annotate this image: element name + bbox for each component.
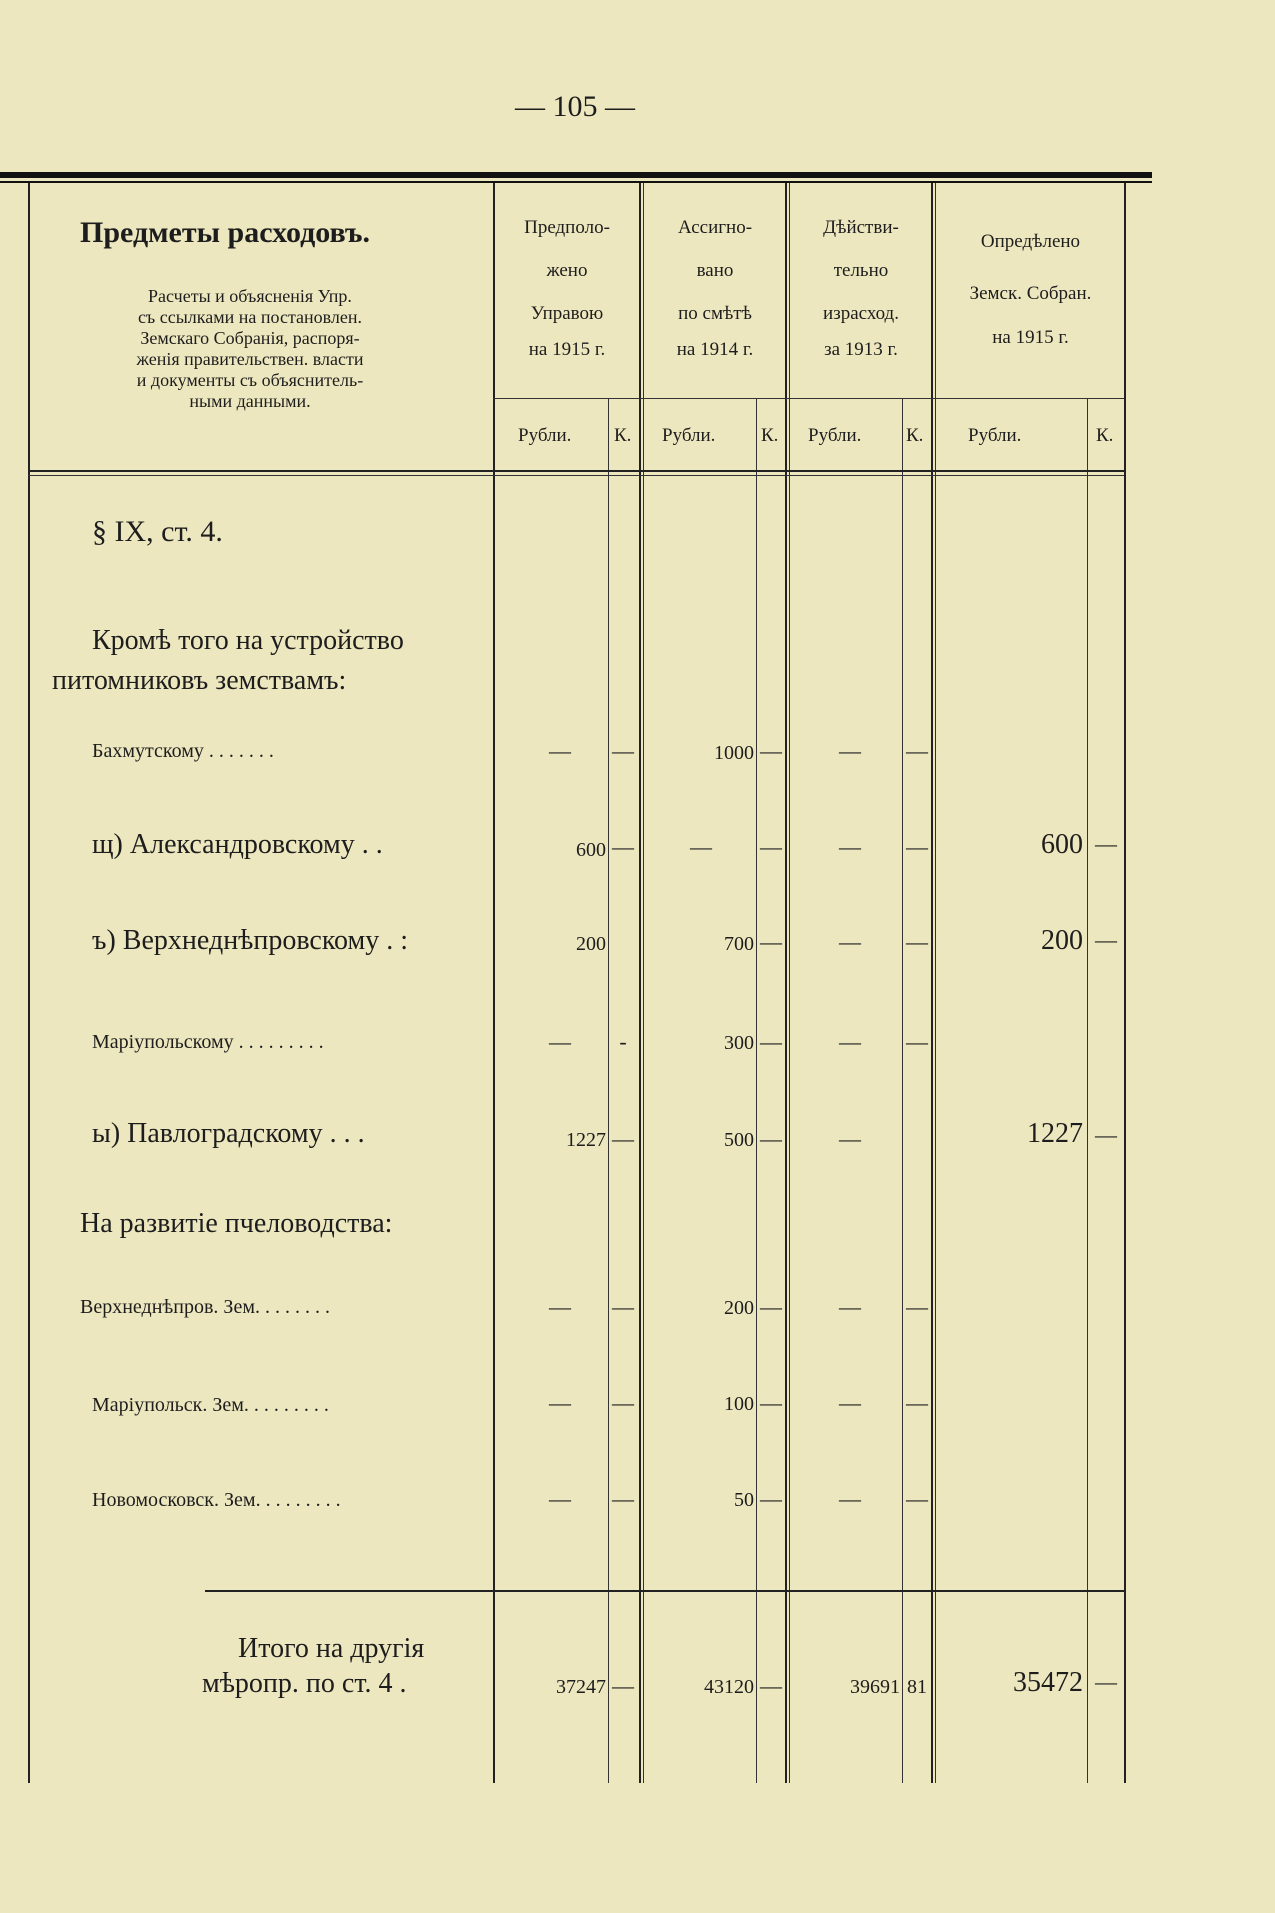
col3-header-1: Дѣйстви- [823,217,899,238]
col3-header-4: за 1913 г. [824,339,898,360]
items-subtitle-3: Земскаго Собранія, распоря- [140,328,360,348]
heading-nurseries-1: Кромѣ того на устройство [92,625,404,656]
total-label-1: Итого на другія [238,1633,425,1664]
header-bottom-rule-2 [28,475,1124,476]
col3-header-3: израсход. [823,303,899,324]
row-value: — [839,1126,861,1151]
row-value: 50 [734,1489,754,1511]
row-value: — [612,1390,634,1415]
col2-header-2: вано [696,260,734,281]
total-value: — [760,1673,782,1698]
col2-header-1: Ассигно- [677,217,753,238]
items-subtitle-4: женія правительствен. власти [136,349,364,369]
total-value: 39691 [850,1676,900,1698]
items-title: Предметы расходовъ. [80,216,370,249]
row-value: — [549,738,571,763]
row-value: 200 [724,1297,754,1319]
row-value: — [760,1486,782,1511]
col-line-3k [902,398,903,1783]
row-value: — [906,929,928,954]
row-value: — [612,738,634,763]
row-value: — [839,1390,861,1415]
col3-kop-header: К. [906,425,924,446]
row-label: Маріупольск. Зем. . . . . . . . . [92,1394,329,1416]
col1-kop-header: К. [614,425,632,446]
row-value: 200 [576,933,606,955]
col4-header-2: Земск. Собран. [969,283,1092,304]
row-value: — [839,834,861,859]
row-value: — [1095,1122,1117,1147]
row-value: — [760,929,782,954]
row-label: Верхнеднѣпров. Зем. . . . . . . . [80,1296,330,1318]
col-line-1k [608,398,609,1783]
items-subtitle-5: и документы съ объяснитель- [136,370,364,390]
page-number: — 105 — [515,90,635,123]
row-value: — [760,1390,782,1415]
col4-rub-header: Рубли. [968,425,1022,446]
row-value: — [1095,831,1117,856]
row-value: — [760,834,782,859]
col3-header-2: тельно [833,260,889,281]
col3-rub-header: Рубли. [808,425,862,446]
row-value: — [839,738,861,763]
row-value: — [839,1294,861,1319]
total-value: — [1095,1669,1117,1694]
row-value: — [906,1294,928,1319]
row-value: 1000 [714,742,754,764]
row-value: — [839,1486,861,1511]
row-value: 500 [724,1129,754,1151]
row-value: — [549,1294,571,1319]
col1-header-2: жено [546,260,588,281]
row-value: - [619,1029,627,1054]
col1-header-4: на 1915 г. [528,339,606,360]
col2-rub-header: Рубли. [662,425,716,446]
col-line-4k [1087,398,1088,1783]
row-value: — [906,834,928,859]
row-value: — [690,834,712,859]
col-line-2k [756,398,757,1783]
row-value: — [612,834,634,859]
row-value: — [760,1294,782,1319]
row-value: — [760,1126,782,1151]
col-line-3 [785,183,787,1783]
row-value: — [612,1486,634,1511]
col-line-2 [639,183,641,1783]
col-line-1 [493,183,495,1783]
row-value: 100 [724,1393,754,1415]
total-rule [205,1590,1124,1592]
row-value: 300 [724,1032,754,1054]
row-value: — [760,738,782,763]
row-value: — [612,1294,634,1319]
row-value: — [549,1390,571,1415]
col-line-left [28,183,30,1783]
row-label: Новомосковск. Зем. . . . . . . . . [92,1489,341,1511]
row-value: — [906,1029,928,1054]
items-subtitle-1: Расчеты и объясненія Упр. [148,286,352,306]
row-label: щ) Александровскому . . [92,829,383,860]
row-value: 1227 [1027,1118,1083,1149]
row-value: — [906,738,928,763]
row-label: ы) Павлоградскому . . . [92,1118,365,1149]
total-value: — [612,1673,634,1698]
top-rule [0,172,1152,178]
row-value: — [906,1390,928,1415]
col-line-4b [935,183,936,1783]
row-value: — [760,1029,782,1054]
col2-kop-header: К. [761,425,779,446]
row-value: — [612,1126,634,1151]
heading-nurseries-2: питомниковъ земствамъ: [52,665,347,696]
row-value: 200 [1041,925,1083,956]
col-line-2b [643,183,644,1783]
header-bottom-rule [28,470,1124,472]
header-unit-rule [493,398,1124,399]
col1-rub-header: Рубли. [518,425,572,446]
row-label: Маріупольскому . . . . . . . . . [92,1031,324,1053]
total-value: 43120 [704,1676,754,1698]
col4-kop-header: К. [1096,425,1114,446]
row-value: — [906,1486,928,1511]
row-value: 600 [1041,829,1083,860]
top-rule-thin [0,181,1152,183]
row-value: — [1095,927,1117,952]
col1-header-3: Управою [530,303,604,324]
col4-header-3: на 1915 г. [992,327,1069,348]
row-value: 1227 [566,1129,606,1151]
items-subtitle-2: съ ссылками на постановлен. [137,307,363,327]
row-label: ъ) Верхнеднѣпровскому . : [92,925,408,956]
row-value: — [839,1029,861,1054]
col1-header-1: Предполо- [524,217,610,238]
total-label-2: мѣропр. по ст. 4 . [202,1668,407,1699]
total-value: 37247 [556,1676,606,1698]
col2-header-4: на 1914 г. [676,339,754,360]
col2-header-3: по смѣтѣ [678,303,752,324]
row-value: — [549,1486,571,1511]
row-value: — [549,1029,571,1054]
row-value: 700 [724,933,754,955]
row-value: — [839,929,861,954]
row-label: Бахмутскому . . . . . . . [92,740,274,762]
total-value: 81 [907,1676,927,1698]
section-title: § IX, ст. 4. [92,515,223,548]
items-subtitle-6: ными данными. [189,391,311,411]
col-line-4 [931,183,933,1783]
heading-beekeeping: На развитіе пчеловодства: [80,1208,393,1239]
col-line-right [1124,183,1126,1783]
col-line-3b [789,183,790,1783]
row-value: 600 [576,839,606,861]
total-value: 35472 [1013,1667,1083,1698]
col4-header-1: Опредѣлено [980,231,1081,252]
